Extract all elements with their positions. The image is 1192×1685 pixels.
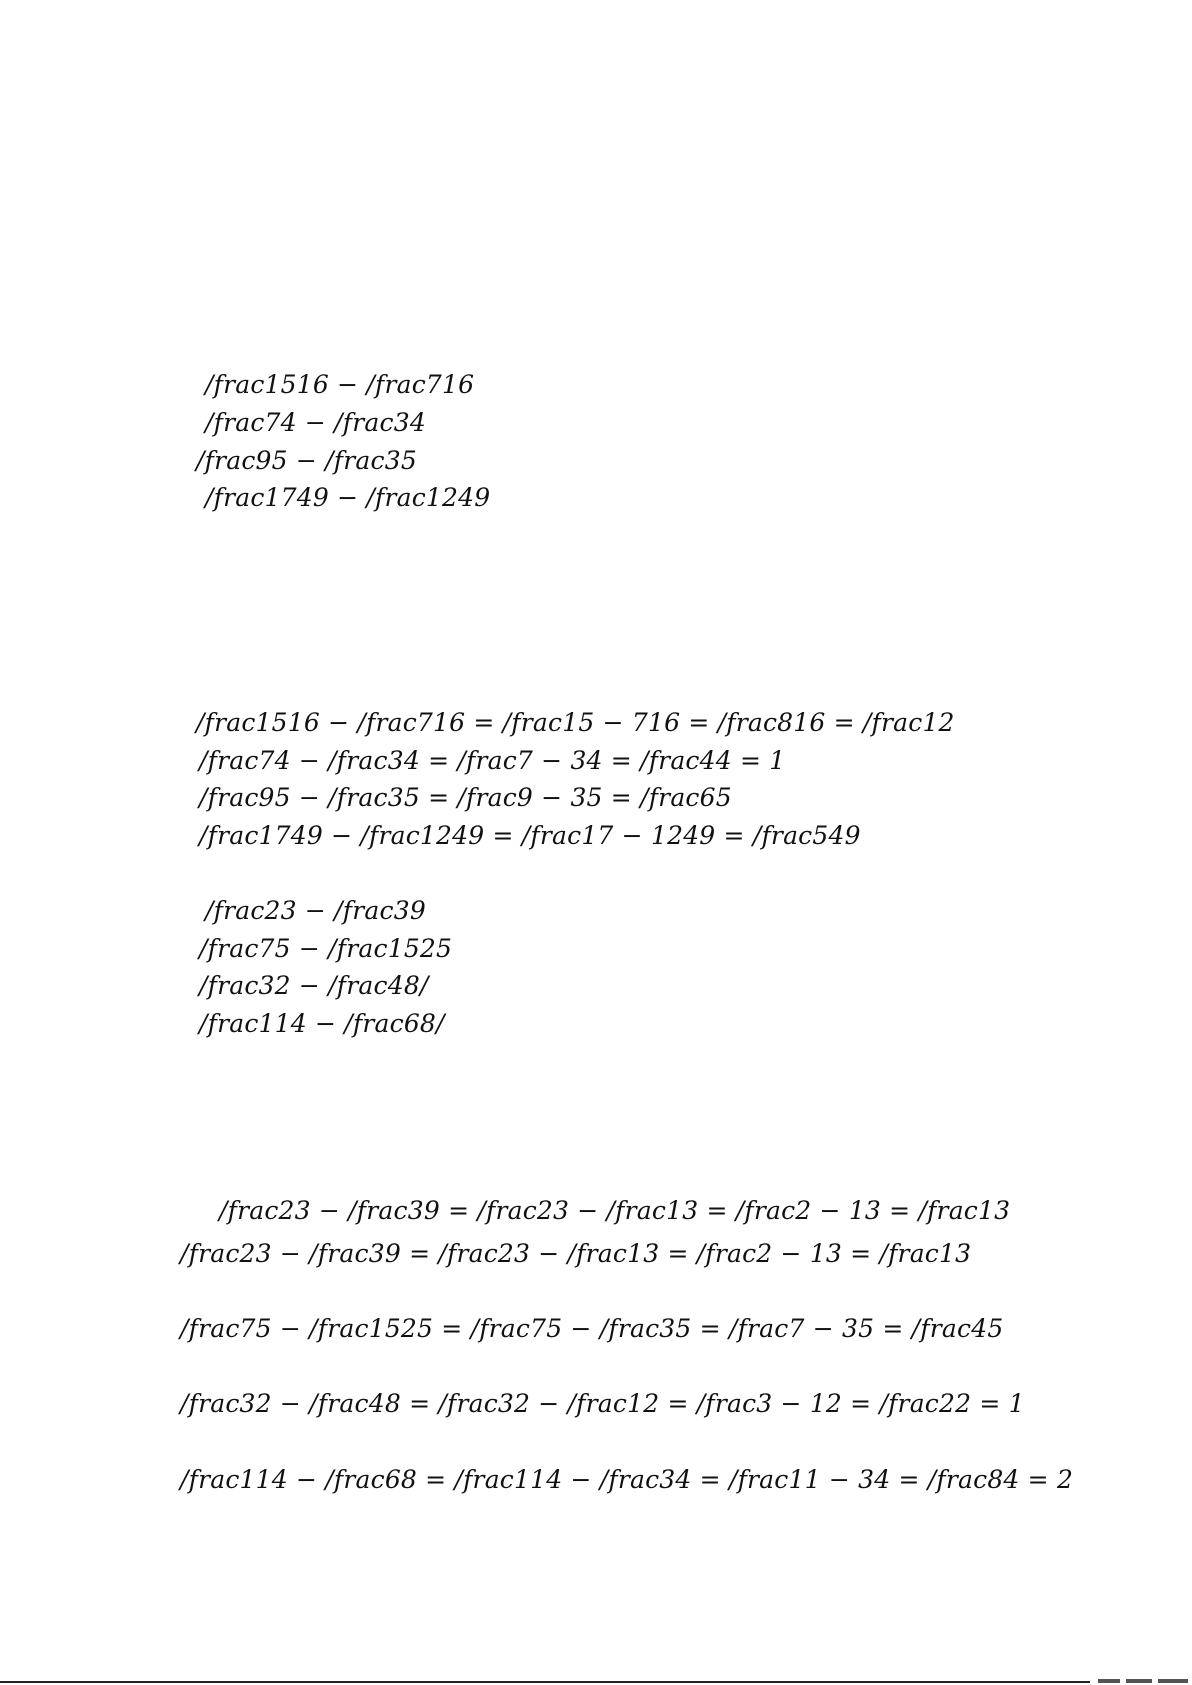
math-line: /frac95 − /frac35 [196, 446, 417, 475]
math-line: /frac1516 − /frac716 = /frac15 − 716 = /frac816 = /frac12 [196, 708, 955, 737]
math-line: /frac74 − /frac34 = /frac7 − 34 = /frac44 = 1 [199, 746, 786, 775]
bottom-mark [1098, 1679, 1120, 1683]
math-line: /frac1516 − /frac716 [205, 370, 475, 399]
math-line: /frac23 − /frac39 = /frac23 − /frac13 = /frac2 − 13 = /frac13 [219, 1196, 1011, 1225]
math-line: /frac1749 − /frac1249 [205, 483, 491, 512]
math-line: /frac32 − /frac48/ [199, 971, 429, 1000]
bottom-mark [1158, 1679, 1188, 1683]
math-line: /frac32 − /frac48 = /frac32 − /frac12 = /frac3 − 12 = /frac22 = 1 [180, 1389, 1025, 1418]
bottom-mark [1126, 1679, 1152, 1683]
math-line: /frac114 − /frac68 = /frac114 − /frac34 = /frac11 − 34 = /frac84 = 2 [180, 1465, 1074, 1494]
math-line: /frac23 − /frac39 [205, 896, 426, 925]
math-line: /frac74 − /frac34 [205, 408, 426, 437]
math-line: /frac75 − /frac1525 = /frac75 − /frac35 = /frac7 − 35 = /frac45 [180, 1314, 1004, 1343]
math-line: /frac23 − /frac39 = /frac23 − /frac13 = /frac2 − 13 = /frac13 [180, 1239, 972, 1268]
math-line: /frac114 − /frac68/ [199, 1009, 445, 1038]
math-line: /frac75 − /frac1525 [199, 934, 453, 963]
bottom-divider [0, 1681, 1090, 1683]
math-line: /frac95 − /frac35 = /frac9 − 35 = /frac65 [199, 783, 732, 812]
math-line: /frac1749 − /frac1249 = /frac17 − 1249 = /frac549 [199, 821, 861, 850]
